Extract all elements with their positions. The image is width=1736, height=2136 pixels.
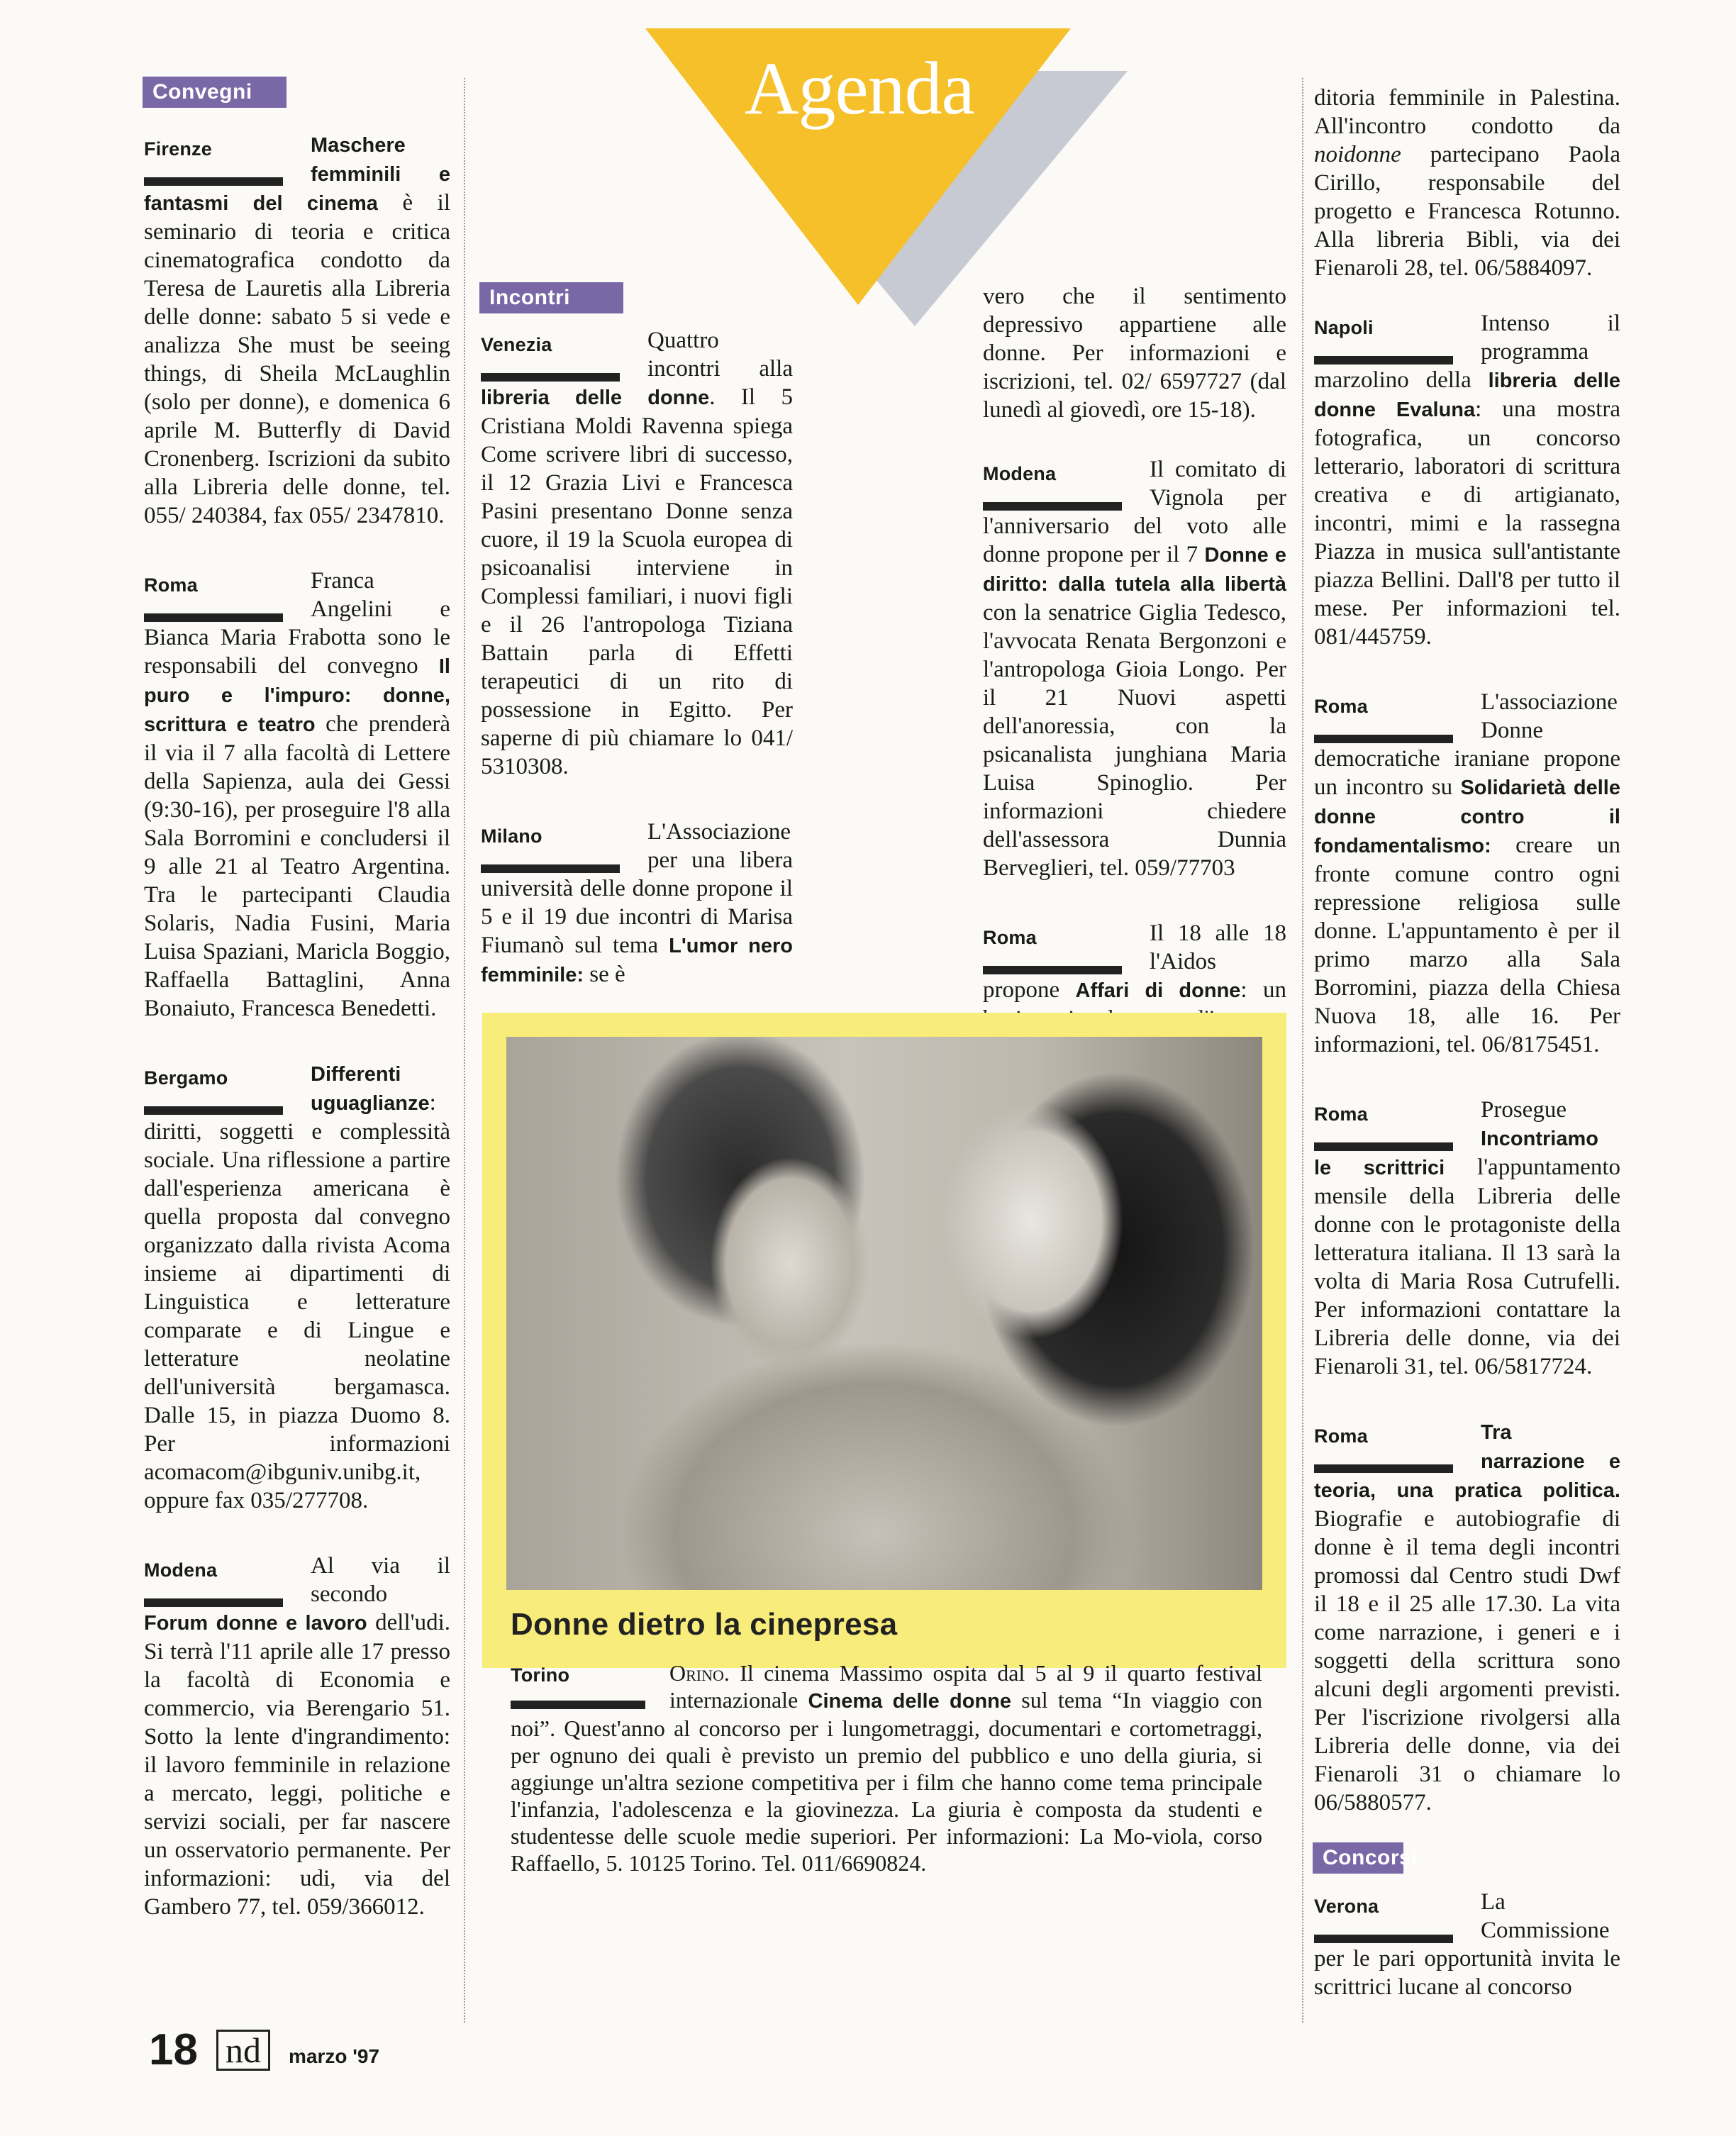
incontri-entries — [481, 326, 793, 989]
entry-text: Differenti uguaglianze: diritti, soggetti e complessità sociale. Una riflessione a partire dall'esperienza americana è quella proposta dal convegno organizzato dalla rivista Acoma insieme ai dipartimenti di Linguistica e letterature comparate e di Lingue e letterature neolatine dell'università bergamasca. Dalle 15, in piazza Duomo 8. Per informazioni acomacom@ibguniv.unibg.it, oppure fax 035/277708. — [144, 1063, 450, 1513]
column-incontri — [481, 284, 793, 989]
agenda-entry — [481, 326, 793, 781]
column-divider — [464, 78, 465, 2023]
entry-text: Maschere femminili e fantasmi del cinema è il seminario di teoria e critica cinematografica condotto da Teresa de Lauretis alla Libreria delle donne: sabato 5 si vede e analizza She must be seeing things, di Sheila McLaughlin (solo per donne), e domenica 6 aprile M. Butterfly di David Cronenberg. Iscrizioni da subito alla Libreria delle donne, tel. 055/ 240384, fax 055/ 2347810. — [144, 134, 451, 528]
section-tag-convegni: Convegni — [144, 78, 285, 106]
city-bar — [1314, 735, 1453, 743]
issue-date: marzo '97 — [288, 2045, 380, 2067]
convegni-entries — [144, 130, 450, 1921]
section-tag-concorsi: Concorsi — [1314, 1844, 1402, 1872]
city-bar — [144, 613, 283, 622]
column-convegni — [144, 78, 450, 1921]
agenda-entry — [1314, 1096, 1620, 1381]
city-bar — [144, 1598, 283, 1607]
feature-text: Orino. Il cinema Massimo ospita dal 5 al 9 il quarto festival internazionale Cinema delle donne sul tema “In viaggio con noi”. Quest'anno al concorso per i lungometraggi, documentari e cortometraggi, per ognuno dei quali è previsto un premio del pubblico e uno della giuria, si aggiunge un'altra sezione competitiva per i film che hanno come tema principale l'infanzia, l'adolescenza e la giovinezza. La giuria è composta da studenti e studentesse delle scuole medie superiori. Per informazioni: La Mo-viola, corso Raffaello, 5. 10125 Torino. Tel. 011/6690824. — [511, 1660, 1263, 1876]
entry-city: Verona — [1314, 1896, 1379, 1917]
entry-city: Napoli — [1314, 317, 1374, 338]
feature-box — [482, 1013, 1286, 1876]
feature-body — [511, 1659, 1262, 1876]
page-number: 18 — [149, 2025, 198, 2074]
city-bar — [144, 1106, 283, 1115]
agenda-entry — [983, 455, 1286, 882]
agenda-entry — [1314, 309, 1620, 651]
feature-entry — [511, 1659, 1262, 1876]
entry-text: Intenso il programma marzolino della libreria delle donne Evaluna: una mostra fotografica, un concorso letterario, laboratori di scrittura creativa e di artigianato, incontri, mimi e la rassegna Piazza in musica sull'antistante piazza Bellini. Dall'8 per tutto il mese. Per informazioni tel. 081/445759. — [1314, 311, 1621, 650]
agenda-entry — [1314, 1418, 1620, 1817]
page-title: Agenda — [745, 47, 974, 130]
entry-text: L'Associazione per una libera università delle donne propone il 5 e il 19 due incontri di Marisa Fiumanò sul tema L'umor nero femminile: se è — [481, 819, 793, 987]
section-tag-incontri: Incontri — [481, 284, 622, 312]
entry-city: Roma — [1314, 1425, 1368, 1447]
feature-city: Torino — [511, 1664, 570, 1686]
city-bar — [983, 966, 1122, 974]
agenda-entry — [144, 1059, 450, 1515]
agenda-entry — [144, 567, 450, 1023]
agenda-header — [638, 21, 1135, 319]
city-bar — [1314, 1142, 1453, 1151]
feature-title: Donne dietro la cinepresa — [511, 1607, 898, 1642]
entry-city: Roma — [144, 574, 198, 596]
entry-text: Quattro incontri alla libreria delle donne. Il 5 Cristiana Moldi Ravenna spiega Come scrivere libri di successo, il 12 Grazia Livi e Francesca Pasini presentano Donne senza cuore, il 19 la Scuola europea di psicoanalisi interviene in Complessi familiari, i nuovi figli e il 26 l'antropologa Tiziana Battain parla di Effetti terapeutici di un rito di possessione in Egitto. Per saperne di più chiamare lo 041/ 5310308. — [481, 328, 793, 779]
column-four — [1314, 84, 1620, 2001]
city-bar — [1314, 1464, 1453, 1473]
entry-city: Roma — [1314, 696, 1368, 717]
entry-text: Al via il secondo Forum donne e lavoro dell'udi. Si terrà l'11 aprile alle 17 presso la facoltà di Economia e commercio, via Berengario 51. Sotto la lente d'ingrandimento: il lavoro femminile in relazione a mercato, leggi, politiche e servizi sociali, per far nascere un osservatorio permanente. Per informazioni: udi, via del Gambero 77, tel. 059/366012. — [144, 1553, 451, 1920]
city-bar — [511, 1701, 645, 1709]
col3-entries — [983, 455, 1286, 1033]
entry-city: Firenze — [144, 138, 212, 160]
magazine-logo: nd — [216, 2030, 270, 2071]
agenda-entry — [144, 130, 450, 530]
concorsi-entry — [1314, 1888, 1620, 2001]
entry-city: Modena — [144, 1559, 218, 1581]
entry-text: Il comitato di Vignola per l'anniversario del voto alle donne propone per il 7 Donne e diritto: dalla tutela alla libertà con la senatrice Giglia Tedesco, l'avvocata Renata Bergonzoni e l'antropologa Gioia Longo. Per il 21 Nuovi aspetti dell'anoressia, con la psicanalista junghiana Maria Luisa Spinoglio. Per informazioni chiedere dell'assessora Dunnia Berveglieri, tel. 059/77703 — [983, 457, 1286, 881]
entry-text: Franca Angelini e Bianca Maria Frabotta sono le responsabili del convegno Il puro e l'impuro: donne, scrittura e teatro che prenderà il via il 7 alla facoltà di Lettere della Sapienza, aula dei Gessi (9:30-16), per proseguire l'8 alla Sala Borromini e concludersi il 9 alle 21 al Teatro Argentina. Tra le partecipanti Claudia Solaris, Nadia Fusini, Maria Luisa Spaziani, Maricla Boggio, Raffaella Battaglini, Anna Bonaiuto, Francesca Benedetti. — [144, 568, 451, 1021]
entry-text: Tra narrazione e teoria, una pratica politica. Biografie e autobiografie di donne è il tema degli incontri promossi dal Centro studi Dwf il 18 e il 25 alle 17.30. La vita come narrazione, i generi e i soggetti della scrittura sono alcuni degli argomenti previsti. Per l'iscrizione rivolgersi alla Libreria delle donne, via dei Fienaroli 31 o chiamare lo 06/5880577. — [1314, 1421, 1620, 1815]
entry-text: Prosegue Incontriamo le scrittrici l'appuntamento mensile della Libreria delle donne con le protagoniste della letteratura italiana. Il 13 sarà la volta di Maria Rosa Cutrufelli. Per informazioni contattare la Libreria delle donne, via dei Fienaroli 31, tel. 06/5817724. — [1314, 1097, 1620, 1379]
entry-text: Il 18 alle 18 l'Aidos propone Affari di donne: un — [983, 920, 1286, 1003]
city-bar — [983, 502, 1122, 511]
agenda-entry — [1314, 688, 1620, 1059]
city-bar — [481, 373, 620, 382]
entry-city: Venezia — [481, 334, 552, 355]
entry-city: Modena — [983, 463, 1057, 484]
agenda-entry — [481, 818, 793, 989]
entry-city: Roma — [983, 927, 1037, 948]
col4-entries — [1314, 309, 1620, 1817]
entry-city: Roma — [1314, 1103, 1368, 1125]
continued-text: vero che il sentimento depressivo appartiene alle donne. Per informazioni e iscrizioni, tel. 02/ 6597727 (dal lunedì al giovedì, ore 15-18). — [983, 284, 1286, 423]
agenda-entry — [144, 1552, 450, 1921]
entry-text: L'associazione Donne democratiche iraniane propone un incontro su Solidarietà delle donne contro il fondamentalismo: creare un fronte comune contro ogni repressione religiosa sulle donne. L'appuntamento è per il primo marzo alla Sala Borromini, piazza della Chiesa Nuova 18, alle 16. Per informazioni, tel. 06/8175451. — [1314, 689, 1620, 1057]
city-bar — [481, 864, 620, 873]
continued-text: ditoria femminile in Palestina. All'incontro condotto da noidonne partecipano Paola Cirillo, responsabile del progetto e Francesca Rotunno. Alla libreria Bibli, via dei Fienaroli 28, tel. 06/5884097. — [1314, 85, 1620, 281]
entry-text: La Commissione per le pari opportunità invita le scrittrici lucane al concorso — [1314, 1889, 1620, 2000]
city-bar — [1314, 1935, 1453, 1943]
column-three — [983, 282, 1286, 1033]
film-still-photo — [506, 1037, 1262, 1590]
page-footer — [149, 2025, 379, 2075]
agenda-entry — [1314, 1888, 1620, 2001]
city-bar — [144, 177, 283, 186]
entry-city: Milano — [481, 825, 542, 847]
column-divider — [1302, 78, 1303, 2023]
entry-city: Bergamo — [144, 1067, 228, 1089]
city-bar — [1314, 356, 1453, 365]
